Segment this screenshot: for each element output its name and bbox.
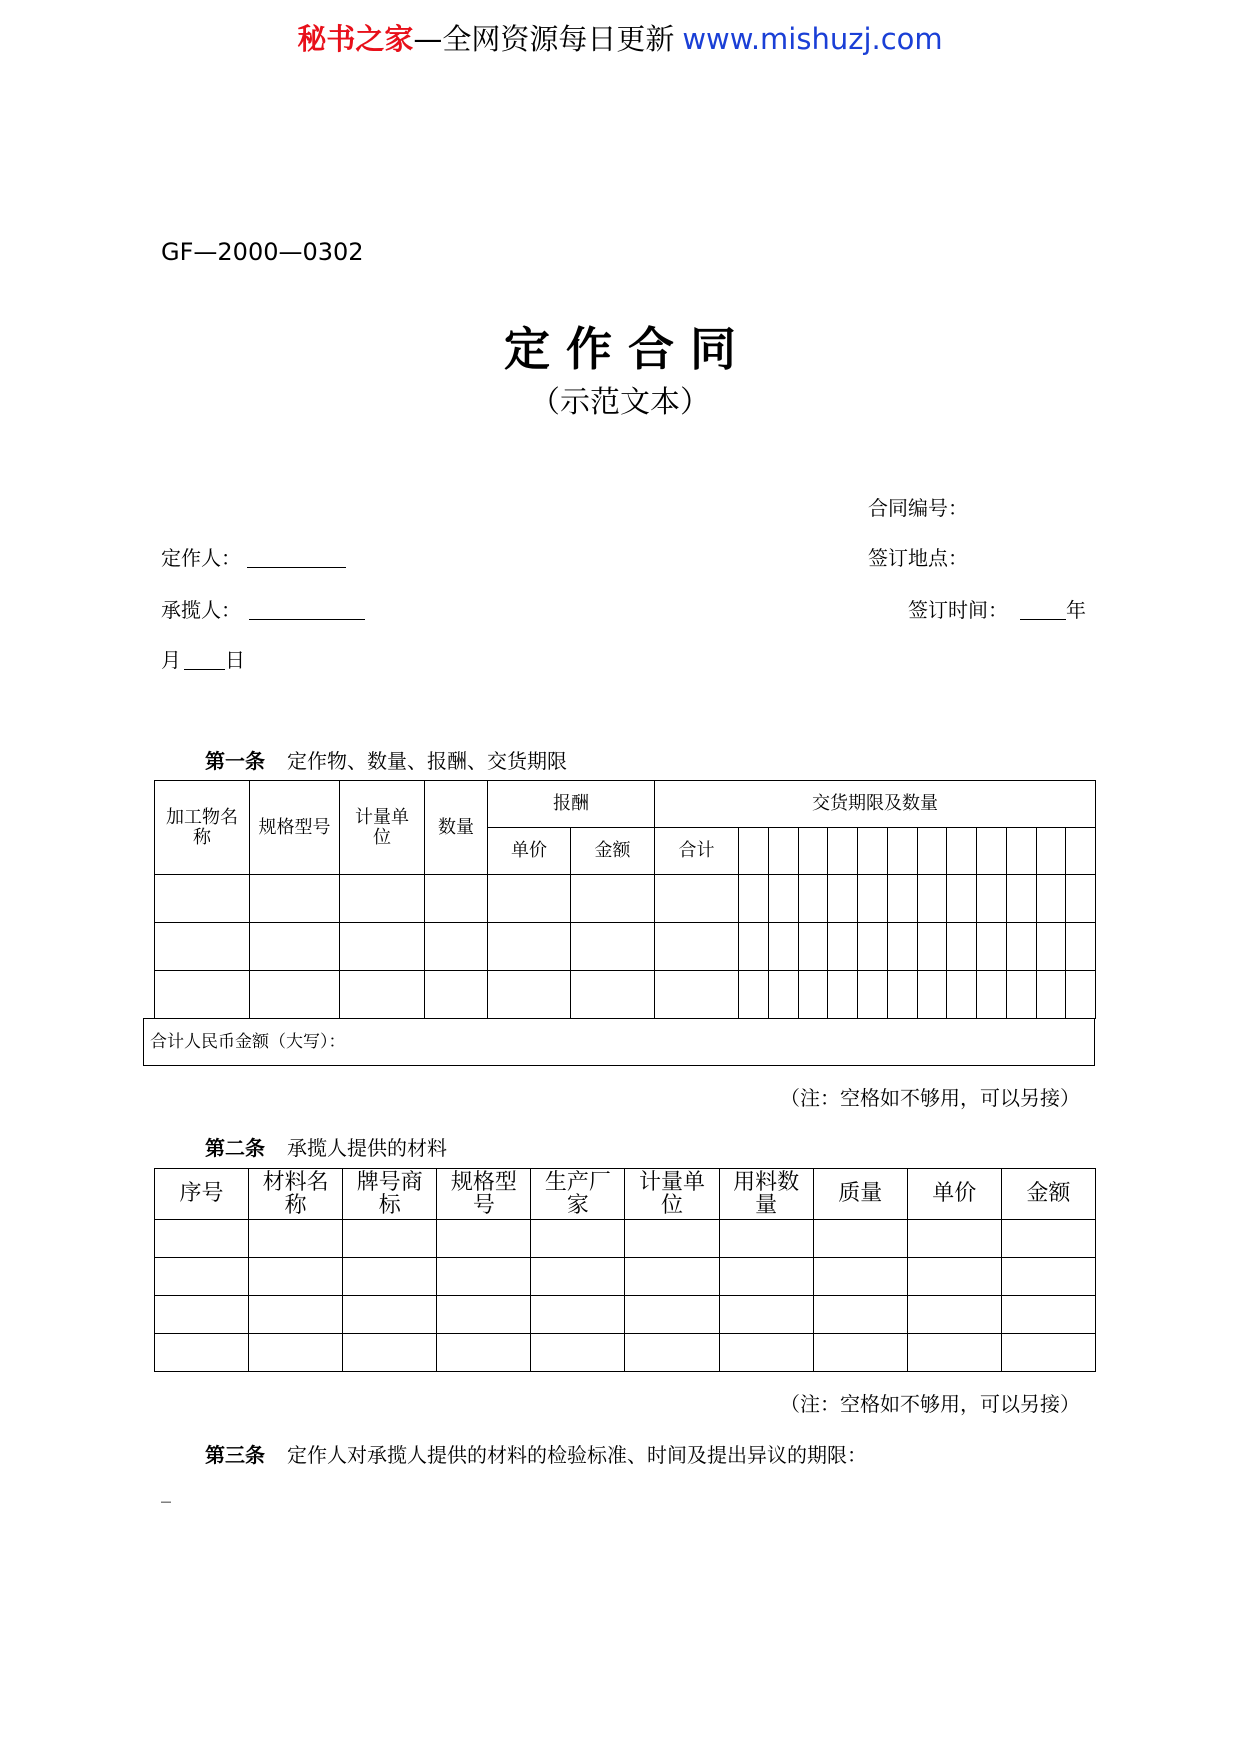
table-cell <box>1036 923 1066 971</box>
banner-brand: 秘书之家 <box>297 22 414 56</box>
col-header-quality: 质量 <box>813 1169 907 1220</box>
table-cell <box>887 923 917 971</box>
table-cell <box>1001 1258 1095 1296</box>
col-header-unit-price: 单价 <box>907 1169 1001 1220</box>
table-cell <box>798 971 828 1019</box>
table-cell <box>858 875 888 923</box>
article-3-heading <box>205 1442 867 1468</box>
table-cell <box>947 971 977 1019</box>
table-cell <box>531 1296 625 1334</box>
table-cell <box>828 923 858 971</box>
table-cell <box>155 1220 249 1258</box>
table-cell <box>1006 828 1036 875</box>
table-cell <box>798 828 828 875</box>
article-3-title: 定作人对承揽人提供的材料的检验标准、时间及提出异议的期限： <box>287 1443 867 1467</box>
ordering-party-field <box>161 545 346 571</box>
document-title: 定 作 合 同 <box>503 322 737 376</box>
table-cell <box>531 1258 625 1296</box>
col-header-amount: 金额 <box>571 828 655 875</box>
table-cell <box>425 875 488 923</box>
table-cell <box>1001 1296 1095 1334</box>
signing-month-blank <box>184 649 225 670</box>
table-cell <box>531 1334 625 1372</box>
banner-tagline: —全网资源每日更新 <box>413 22 675 56</box>
table-cell <box>1066 875 1096 923</box>
article-1-note: （注：空格如不够用，可以另接） <box>780 1086 1080 1110</box>
col-header-unit-price: 单价 <box>488 828 571 875</box>
signing-place-field <box>868 545 968 571</box>
table-cell <box>887 828 917 875</box>
table-cell <box>1001 1220 1095 1258</box>
table-cell <box>768 828 798 875</box>
materials-table-body <box>155 1220 1096 1372</box>
signing-time-label: 签订时间： <box>908 598 1008 622</box>
table-cell <box>813 1258 907 1296</box>
year-label: 年 <box>1066 598 1086 622</box>
table-cell <box>917 875 947 923</box>
table-header-row <box>155 1169 1096 1220</box>
table-cell <box>719 1258 813 1296</box>
article-1-heading <box>205 748 567 774</box>
col-header-material-quantity: 用料数量 <box>719 1169 813 1220</box>
table-cell <box>249 1296 343 1334</box>
table-cell <box>719 1220 813 1258</box>
total-rmb-row <box>143 1018 1095 1066</box>
table-cell <box>625 1296 719 1334</box>
table-cell <box>1001 1334 1095 1372</box>
table-cell <box>343 1296 437 1334</box>
article-3-number: 第三条 <box>205 1443 265 1467</box>
table-cell <box>739 971 769 1019</box>
table-cell <box>571 875 655 923</box>
ordering-party-label: 定作人： <box>161 546 241 570</box>
col-header-unit: 计量单位 <box>625 1169 719 1220</box>
table-cell <box>887 875 917 923</box>
table-row <box>155 1296 1096 1334</box>
table-cell <box>858 828 888 875</box>
table-cell <box>1066 828 1096 875</box>
table-cell <box>250 923 340 971</box>
table-cell <box>828 875 858 923</box>
table-cell <box>343 1258 437 1296</box>
month-label: 月 <box>161 648 181 672</box>
col-header-subtotal: 合计 <box>655 828 739 875</box>
table-cell <box>828 971 858 1019</box>
table-cell <box>340 971 425 1019</box>
table-cell <box>907 1334 1001 1372</box>
table-cell <box>571 971 655 1019</box>
signing-place-label: 签订地点： <box>868 546 968 570</box>
table-cell <box>155 875 250 923</box>
site-banner <box>0 19 1240 59</box>
table-cell <box>340 875 425 923</box>
table-cell <box>531 1220 625 1258</box>
signing-time-field <box>908 597 1086 623</box>
table-cell <box>155 923 250 971</box>
day-label: 日 <box>225 648 245 672</box>
table-cell <box>249 1334 343 1372</box>
table-cell <box>1006 875 1036 923</box>
table-cell <box>917 971 947 1019</box>
table-cell <box>425 971 488 1019</box>
table-cell <box>250 971 340 1019</box>
table-cell <box>1036 875 1066 923</box>
col-header-spec: 规格型号 <box>250 781 340 875</box>
trailing-underscore: _ <box>161 1479 171 1503</box>
table-cell <box>155 1334 249 1372</box>
table-cell <box>813 1296 907 1334</box>
col-header-spec: 规格型号 <box>437 1169 531 1220</box>
table-cell <box>488 875 571 923</box>
table-cell <box>858 971 888 1019</box>
table-cell <box>1006 923 1036 971</box>
table-cell <box>425 923 488 971</box>
table-header-row <box>155 781 1096 828</box>
table-cell <box>798 875 828 923</box>
materials-table <box>154 1168 1096 1372</box>
table-cell <box>828 828 858 875</box>
table-cell <box>858 923 888 971</box>
col-header-unit: 计量单位 <box>340 781 425 875</box>
col-header-quantity: 数量 <box>425 781 488 875</box>
banner-url-link[interactable]: www.mishuzj.com <box>682 22 943 56</box>
table-row <box>155 1220 1096 1258</box>
table-cell <box>907 1296 1001 1334</box>
ordering-party-blank <box>247 547 346 568</box>
table-cell <box>947 923 977 971</box>
table-cell <box>625 1258 719 1296</box>
table-cell <box>655 875 739 923</box>
table-cell <box>739 875 769 923</box>
table-cell <box>947 828 977 875</box>
goods-table-body <box>155 875 1096 1019</box>
table-cell <box>739 923 769 971</box>
table-cell <box>1036 971 1066 1019</box>
table-cell <box>343 1220 437 1258</box>
document-subtitle: （示范文本） <box>530 385 710 420</box>
contract-number-field <box>868 495 968 521</box>
table-cell <box>768 875 798 923</box>
article-2-title: 承揽人提供的材料 <box>287 1136 447 1160</box>
table-cell <box>571 923 655 971</box>
contract-code: GF—2000—0302 <box>161 238 364 266</box>
table-row <box>155 971 1096 1019</box>
col-header-delivery: 交货期限及数量 <box>655 781 1096 828</box>
table-cell <box>947 875 977 923</box>
table-cell <box>1036 828 1066 875</box>
table-cell <box>977 923 1007 971</box>
col-header-serial: 序号 <box>155 1169 249 1220</box>
col-header-brand: 牌号商标 <box>343 1169 437 1220</box>
table-cell <box>768 971 798 1019</box>
table-row <box>155 1258 1096 1296</box>
table-cell <box>768 923 798 971</box>
table-cell <box>488 971 571 1019</box>
article-2-number: 第二条 <box>205 1136 265 1160</box>
table-row <box>155 875 1096 923</box>
table-cell <box>437 1220 531 1258</box>
table-cell <box>719 1296 813 1334</box>
article-2-heading <box>205 1135 447 1161</box>
table-cell <box>155 1296 249 1334</box>
table-cell <box>977 828 1007 875</box>
table-cell <box>250 875 340 923</box>
col-header-item-name: 加工物名称 <box>155 781 250 875</box>
table-cell <box>719 1334 813 1372</box>
table-cell <box>249 1258 343 1296</box>
goods-table <box>154 780 1096 1019</box>
table-cell <box>907 1258 1001 1296</box>
table-cell <box>887 971 917 1019</box>
signing-year-blank <box>1020 599 1066 620</box>
table-cell <box>917 923 947 971</box>
table-cell <box>907 1220 1001 1258</box>
table-cell <box>340 923 425 971</box>
table-cell <box>437 1258 531 1296</box>
col-header-manufacturer: 生产厂家 <box>531 1169 625 1220</box>
article-2-note: （注：空格如不够用，可以另接） <box>780 1392 1080 1416</box>
table-cell <box>1066 923 1096 971</box>
table-row <box>155 923 1096 971</box>
table-cell <box>437 1296 531 1334</box>
table-cell <box>813 1220 907 1258</box>
contractor-label: 承揽人： <box>161 598 241 622</box>
table-cell <box>249 1220 343 1258</box>
table-cell <box>155 971 250 1019</box>
table-cell <box>1066 971 1096 1019</box>
table-cell <box>917 828 947 875</box>
contract-number-label: 合同编号： <box>868 496 968 520</box>
table-cell <box>739 828 769 875</box>
col-header-amount: 金额 <box>1001 1169 1095 1220</box>
table-cell <box>655 923 739 971</box>
col-header-remuneration: 报酬 <box>488 781 655 828</box>
table-cell <box>625 1334 719 1372</box>
table-cell <box>155 1258 249 1296</box>
article-1-title: 定作物、数量、报酬、交货期限 <box>287 749 567 773</box>
article-1-number: 第一条 <box>205 749 265 773</box>
table-cell <box>977 875 1007 923</box>
table-cell <box>655 971 739 1019</box>
table-row <box>155 1334 1096 1372</box>
col-header-material-name: 材料名称 <box>249 1169 343 1220</box>
table-cell <box>437 1334 531 1372</box>
contractor-blank <box>249 599 365 620</box>
table-cell <box>813 1334 907 1372</box>
table-cell <box>343 1334 437 1372</box>
total-rmb-label: 合计人民币金额（大写）： <box>150 1032 346 1052</box>
table-cell <box>488 923 571 971</box>
table-cell <box>1006 971 1036 1019</box>
signing-date-field <box>161 647 245 673</box>
table-cell <box>625 1220 719 1258</box>
table-cell <box>798 923 828 971</box>
contractor-field <box>161 597 365 623</box>
table-cell <box>977 971 1007 1019</box>
